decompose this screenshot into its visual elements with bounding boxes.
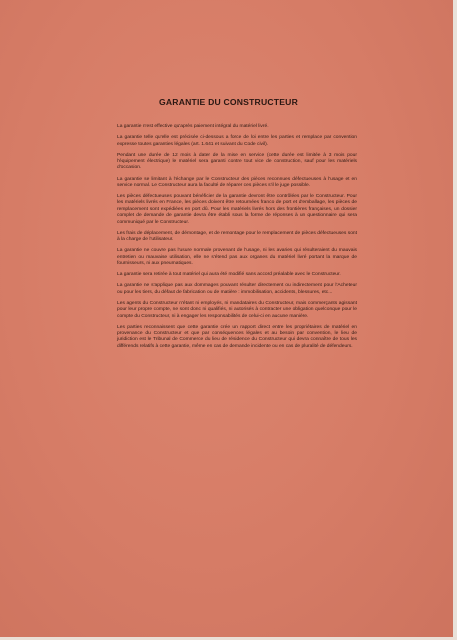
paragraph-modification: La garantie sera retirée à tout matériel qui aura été modifié sans accord préalable avec le Constructeur. bbox=[117, 272, 341, 278]
paragraph-exclusions: La garantie ne couvre pas l'usure normale provenant de l'usage, ni les avaries qui résulteraient du mauvais entretien ou mauvaise utilisation, elle ne s'étend pas aux organes du matériel livré portant la marque de fournisseurs, ni aux pneumatiques. bbox=[117, 248, 357, 267]
warranty-text bbox=[117, 124, 357, 355]
paragraph-payment: La garantie n'est effective qu'après paiement intégral du matériel livré. bbox=[117, 124, 269, 129]
page-title: GARANTIE DU CONSTRUCTEUR bbox=[159, 97, 298, 107]
paragraph-jurisdiction: Les parties reconnaissent que cette garantie crée un rapport direct entre les propriétaires de matériel en provenance du Constructeur et que par conséquences légales et au besoin par convention, le lieu de juridiction est le Tribunal de Commerce du lieu de résidence du Constructeur qui devra connaître de tous les différends relatifs à cette garantie, même en cas de demande incidente ou en cas de pluralité de défendeurs. bbox=[117, 324, 357, 349]
paragraph-defective-parts: Les pièces défectueuses pouvant bénéficier de la garantie devront être contrôlées par le Constructeur. Pour les matériels livrés en France, les pièces doivent être retournées franco de port et d'emballage, les pièces de remplacement sont expédiées en port dû. Pour les matériels livrés hors des frontières françaises, un dossier complet de demande de garantie devra être établi sous la forme de réponses à un questionnaire qui sera communiqué par le Constructeur. bbox=[117, 194, 357, 225]
paragraph-duration: Pendant une durée de 12 mois à dater de la mise en service (cette durée est limitée à 3 mois pour l'équipement électrique) le matériel sera garanti contre tout vice de construction, sauf pour les matériels d'occasion. bbox=[117, 152, 357, 171]
paragraph-exchange: La garantie se limitant à l'échange par le Constructeur des pièces reconnues défectueuses à l'usage et en service normal. Le Constructeur aura la faculté de réparer ces pièces s'il le juge possible. bbox=[117, 176, 357, 188]
paper-edge-right bbox=[453, 0, 457, 640]
paragraph-agents: Les agents du Constructeur n'étant ni employés, ni mandataires du Constructeur, mais commerçants agissant pour leur propre compte, ne sont donc ni qualifiés, ni autorisés à contracter une obligation quelconque pour le compte du Constructeur, ni à engager les responsabilités de celui-ci en aucune manière. bbox=[117, 300, 357, 319]
paragraph-costs: Les frais de déplacement, de démontage, et de remontage pour le remplacement de pièces défectueuses sont à la charge de l'utilisateur. bbox=[117, 230, 357, 243]
paragraph-damages: La garantie ne s'applique pas aux dommages pouvant résulter directement ou indirectement pour l'Acheteur ou pour les tiers, du défaut de fabrication ou de matière : immobilisation, accidents, blessures, etc... bbox=[117, 283, 357, 295]
paragraph-legal-force: La garantie telle qu'elle est précisée ci-dessous a force de loi entre les parties et remplace par convention expresse toutes garanties légales (art. 1.641 et suivant du Code civil). bbox=[117, 135, 357, 147]
